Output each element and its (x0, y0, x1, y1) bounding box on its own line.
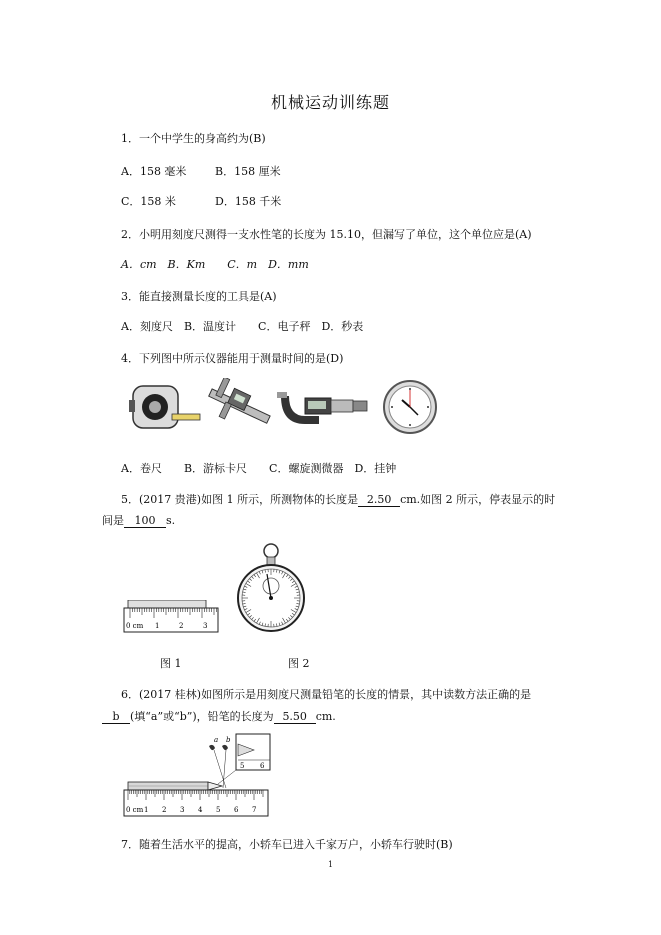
wall-clock-image (382, 378, 438, 436)
figure-1-label: 图 1 (160, 657, 182, 670)
figure-3-pencil-ruler (122, 730, 272, 822)
eye-b-icon (222, 745, 228, 750)
question-6-answer-method: b (102, 710, 130, 724)
ruler-label: 4 (198, 806, 203, 814)
ruler-label-2: 2 (179, 622, 184, 630)
question-6-line-1: 6．(2017 桂林)如图所示是用刻度尺测量铅笔的长度的情景，其中读数方法正确的是 (121, 688, 532, 701)
vernier-caliper-image (203, 378, 275, 436)
figure-1-ruler (122, 600, 222, 635)
question-5-text-a: 5．(2017 贵港)如图 1 所示，所测物体的长度是 (121, 493, 359, 506)
page-title: 机械运动训练题 (270, 93, 390, 112)
question-6-line-2 (102, 708, 336, 724)
question-2-stem: 2．小明用刻度尺测得一支水性笔的长度为 15.10，但漏写了单位，这个单位应是(A) (121, 228, 532, 241)
question-5-answer-time: 100 (124, 514, 166, 528)
question-1-option-a: A．158 毫米 (121, 165, 187, 178)
question-4-options: A．卷尺 B．游标卡尺 C．螺旋测微器 D．挂钟 (121, 462, 397, 475)
ruler-label: 3 (180, 806, 185, 814)
question-5-text-d: s. (166, 514, 176, 527)
question-6-text-b: cm. (315, 710, 336, 723)
figure-2-stopwatch (236, 540, 306, 635)
ruler-label: 1 (144, 806, 149, 814)
ruler-label-0: 0 cm (126, 622, 144, 630)
question-1-option-b: B．158 厘米 (215, 165, 281, 178)
question-1-stem: 1．一个中学生的身高约为(B) (121, 132, 266, 145)
question-1-option-d: D．158 千米 (215, 195, 282, 208)
question-7-stem: 7．随着生活水平的提高，小轿车已进入千家万户，小轿车行驶时(B) (121, 838, 453, 851)
question-3-stem: 3．能直接测量长度的工具是(A) (121, 290, 277, 303)
question-4-stem: 4．下列图中所示仪器能用于测量时间的是(D) (121, 352, 344, 365)
tape-measure-image (127, 380, 202, 435)
page-number: 1 (327, 860, 334, 869)
ruler-label: 6 (234, 806, 239, 814)
figure-2-label: 图 2 (288, 657, 310, 670)
ruler-label: 5 (216, 806, 221, 814)
question-6-text-a: (填“a”或“b”)，铅笔的长度为 (130, 710, 274, 723)
question-3-options: A．刻度尺 B．温度计 C．电子秤 D．秒表 (121, 320, 364, 333)
ruler-label: 2 (162, 806, 167, 814)
eye-a-icon (209, 745, 215, 750)
question-5-text-c: 间是 (102, 514, 124, 527)
eye-label-b: b (226, 736, 231, 744)
question-5-text-b: cm.如图 2 所示，停表显示的时 (400, 493, 556, 506)
eye-label-a: a (214, 736, 219, 744)
question-5-line-2 (102, 512, 175, 528)
micrometer-image (275, 386, 370, 431)
ruler-label-1: 1 (155, 622, 160, 630)
ruler-label-3: 3 (203, 622, 208, 630)
question-5-line-1 (121, 491, 555, 507)
zoom-label-6: 6 (260, 762, 265, 770)
question-1-option-c: C．158 米 (121, 195, 176, 208)
ruler-label: 7 (252, 806, 257, 814)
question-6-answer-length: 5.50 (274, 710, 316, 724)
ruler-label: 0 cm (126, 806, 144, 814)
question-5-answer-length: 2.50 (358, 493, 400, 507)
zoom-label-5: 5 (240, 762, 245, 770)
question-2-options: A．cm B．Km C．m D．mm (121, 258, 309, 271)
